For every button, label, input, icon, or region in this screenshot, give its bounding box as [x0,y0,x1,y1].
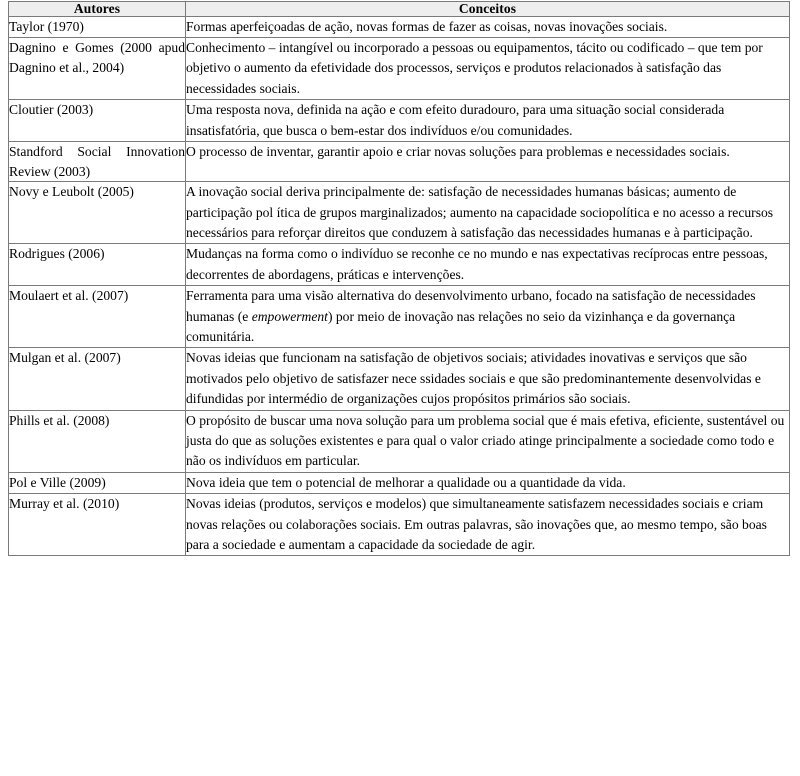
concept-text-continued: ) por meio de inovação nas relações no seio da vizinhança e da governança comunitária. [186,308,736,344]
cell-author: Novy e Leubolt (2005) [9,182,186,244]
cell-author: Rodrigues (2006) [9,244,186,286]
cell-author: Standford Social Innovation Review (2003) [9,141,186,181]
table-row [9,410,790,472]
table-row [9,100,790,142]
concept-text: Nova ideia que tem o potencial de melhorar a qualidade ou a quantidade da vida. [186,474,626,490]
concept-text: Formas aperfeiçoadas de ação, novas formas de fazer as coisas, novas inovações sociais. [186,18,668,34]
table-header [9,2,790,17]
table-row [9,244,790,286]
concept-table [8,1,790,556]
cell-author: Pol e Ville (2009) [9,472,186,493]
table-row [9,472,790,493]
concept-text: A inovação social deriva principalmente de: satisfação de necessidades humanas básicas; aumento de participação pol ítica de grupos marginalizados; aumento na capacidade sociopolítica e no acesso a recursos necessários para reforçar direitos que conduzem à satisfação das necessidades humanas e à participação. [186,184,774,240]
cell-author: Murray et al. (2010) [9,494,186,556]
concept-text: Novas ideias (produtos, serviços e modelos) que simultaneamente satisfazem necessidades sociais e criam novas relações ou colaborações sociais. Em outras palavras, são inovações que, ao mesmo tempo, são boas para a sociedade e aumentam a capacidade da sociedade de agir. [186,496,767,553]
concept-table-wrapper [8,1,789,556]
cell-author: Taylor (1970) [9,16,186,37]
concept-emphasis-term: empowerment [251,308,328,324]
concept-text: Mudanças na forma como o indivíduo se reconhe ce no mundo e nas expectativas recíprocas entre pessoas, decorrentes de abordagens, práticas e intervenções. [186,246,768,282]
cell-concept [186,286,790,348]
cell-concept [186,141,790,181]
table-row [9,494,790,556]
cell-concept [186,100,790,142]
cell-author: Dagnino e Gomes (2000 apud Dagnino et al., 2004) [9,37,186,99]
table-row [9,348,790,410]
cell-concept [186,16,790,37]
cell-author: Cloutier (2003) [9,100,186,142]
table-row [9,16,790,37]
concept-text: Conhecimento – intangível ou incorporado a pessoas ou equipamentos, tácito ou codificado – que tem por objetivo o aumento da efetividade dos processos, serviços e produtos relacionados à satisfação das necessidades sociais. [186,39,763,96]
concept-text: O propósito de buscar uma nova solução para um problema social que é mais efetiva, eficiente, sustentável ou justa do que as soluções existentes e para qual o valor criado atinge principalmente a sociedade como todo e não os indivíduos em particular. [186,412,785,469]
cell-concept [186,244,790,286]
cell-concept [186,37,790,99]
table-body [9,16,790,556]
table-row [9,286,790,348]
cell-concept [186,348,790,410]
table-row [9,182,790,244]
concept-text: O processo de inventar, garantir apoio e criar novas soluções para problemas e necessidades sociais. [186,143,730,159]
column-header-conceitos: Conceitos [186,2,790,17]
column-header-autores: Autores [9,2,186,17]
table-row [9,37,790,99]
cell-author: Moulaert et al. (2007) [9,286,186,348]
cell-concept [186,472,790,493]
cell-author: Mulgan et al. (2007) [9,348,186,410]
cell-concept [186,410,790,472]
cell-author: Phills et al. (2008) [9,410,186,472]
table-header-row [9,2,790,17]
cell-concept [186,182,790,244]
concept-text: Ferramenta para uma visão alternativa do desenvolvimento urbano, focado na satisfação de necessidades humanas (e [186,288,756,324]
concept-text: Novas ideias que funcionam na satisfação de objetivos sociais; atividades inovativas e serviços que são motivados pelo objetivo de satisfazer nece ssidades sociais e que são predominantemente desenvolvidas e difundidas por intermédio de organizações cujos propósitos primários são sociais. [186,350,761,407]
cell-concept [186,494,790,556]
concept-text: Uma resposta nova, definida na ação e com efeito duradouro, para uma situação social considerada insatisfatória, que busca o bem-estar dos indivíduos e/ou comunidades. [186,102,725,138]
table-row [9,141,790,181]
